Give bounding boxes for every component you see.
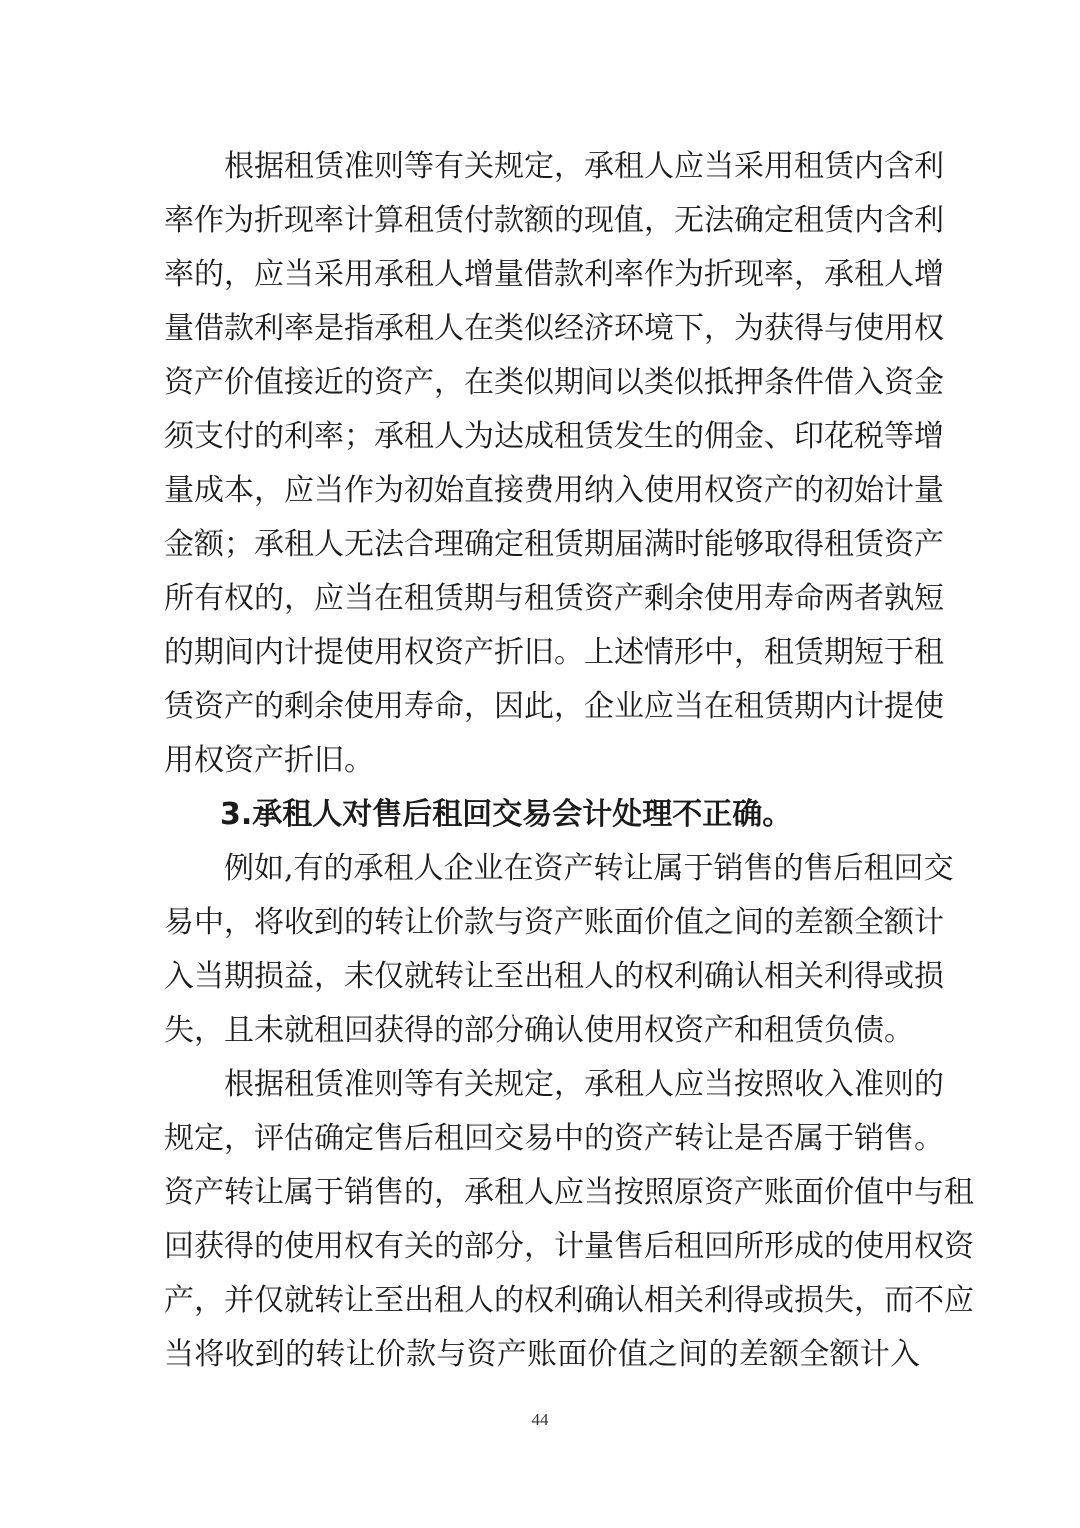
text-line: 回获得的使用权有关的部分，计量售后租回所形成的使用权资 <box>164 1229 974 1264</box>
page-number: 44 <box>531 1410 549 1429</box>
text-line: 根据租赁准则等有关规定，承租人应当按照收入准则的 <box>224 1067 944 1102</box>
text-line: 入当期损益，未仅就转让至出租人的权利确认相关利得或损 <box>164 959 944 994</box>
text-line: 率的，应当采用承租人增量借款利率作为折现率，承租人增 <box>164 257 944 292</box>
text-line: 易中，将收到的转让价款与资产账面价值之间的差额全额计 <box>164 905 944 940</box>
paragraph-sale-leaseback-rule <box>164 1058 974 1382</box>
text-line: 量成本，应当作为初始直接费用纳入使用权资产的初始计量 <box>164 473 944 508</box>
text-line: 根据租赁准则等有关规定，承租人应当采用租赁内含利 <box>224 149 944 184</box>
text-line: 率作为折现率计算租赁付款额的现值，无法确定租赁内含利 <box>164 203 944 238</box>
text-line: 产，并仅就转让至出租人的权利确认相关利得或损失，而不应 <box>164 1283 974 1318</box>
text-line: 的期间内计提使用权资产折旧。上述情形中，租赁期短于租 <box>164 635 944 670</box>
body-text <box>164 140 974 1382</box>
section-heading-3 <box>164 788 920 842</box>
text-line: 金额；承租人无法合理确定租赁期届满时能够取得租赁资产 <box>164 527 944 562</box>
paragraph-lease-rate <box>164 140 944 788</box>
text-line: 所有权的，应当在租赁期与租赁资产剩余使用寿命两者孰短 <box>164 581 944 616</box>
text-line: 量借款利率是指承租人在类似经济环境下，为获得与使用权 <box>164 311 944 346</box>
text-line: 资产转让属于销售的，承租人应当按照原资产账面价值中与租 <box>164 1175 974 1210</box>
heading-line: 3.承租人对售后租回交易会计处理不正确。 <box>220 797 793 832</box>
paragraph-example <box>164 842 954 1058</box>
text-line: 资产价值接近的资产，在类似期间以类似抵押条件借入资金 <box>164 365 944 400</box>
text-line: 失，且未就租回获得的部分确认使用权资产和租赁负债。 <box>164 1013 914 1048</box>
text-line: 用权资产折旧。 <box>164 743 374 778</box>
text-line: 例如,有的承租人企业在资产转让属于销售的售后租回交 <box>224 851 954 886</box>
text-line: 规定，评估确定售后租回交易中的资产转让是否属于销售。 <box>164 1121 944 1156</box>
text-line: 须支付的利率；承租人为达成租赁发生的佣金、印花税等增 <box>164 419 944 454</box>
text-line: 赁资产的剩余使用寿命，因此，企业应当在租赁期内计提使 <box>164 689 944 724</box>
text-line: 当将收到的转让价款与资产账面价值之间的差额全额计入 <box>164 1337 920 1372</box>
